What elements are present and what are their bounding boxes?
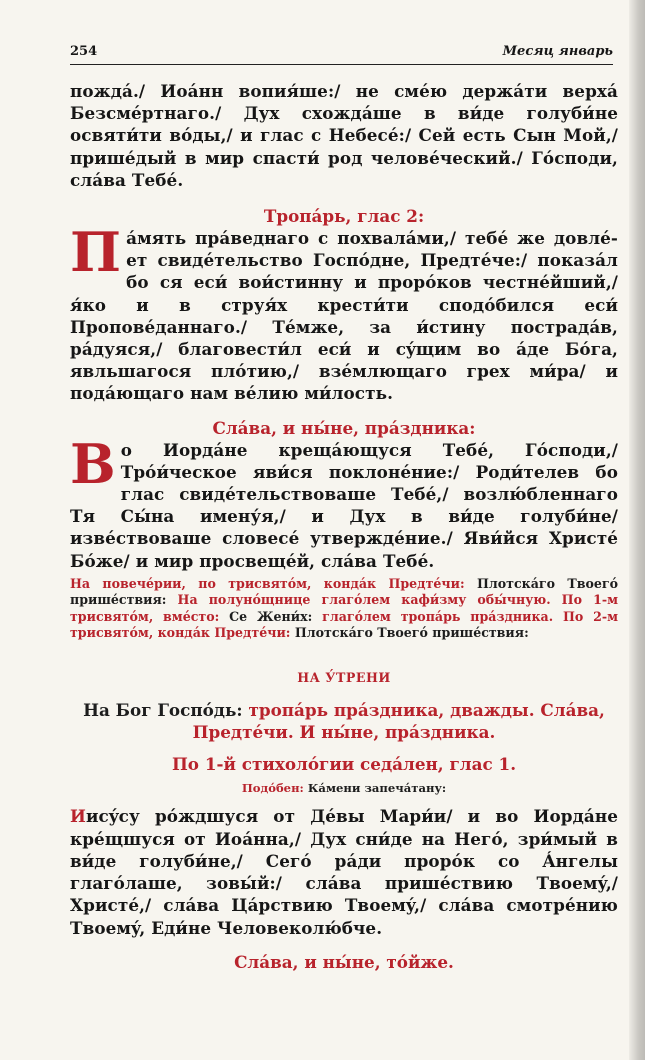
sessional-hymn-heading: По 1-й стихолóгии седáлен, глас 1. xyxy=(171,754,517,775)
running-header xyxy=(70,40,613,65)
rubric-midnight-office: На полунóщнице глагóлем кафи́зму обы́чную. По 1-м трисвятóм, вмéсто: xyxy=(70,592,619,624)
closing-heading: Слáва, и ны́не, тóйже. xyxy=(234,951,454,972)
tropar-text: áмять прáведнаго с похвалáми,/ тебé же довлé-ет свидéтельство Госпóдне, Предтéче:/ показáл бо ся еси́ вои́стинну и прорóков честне́йший,/ я́ко и в струя́х крести́ти сподóбился еси́ Проповéданнаго./ Тéмже, за и́стину пострадáв, рáдуяся,/ благовести́л еси́ и сýщим во áде Бóга, явльшагося плóтию,/ взéмлющаго грех ми́ра/ и подáющаго нам вéлию ми́лость. xyxy=(70,228,618,404)
rubric-bridegroom-incipit: Се Жени́х: xyxy=(229,608,313,624)
feast-text: о Иордáне крещáющуся Тебé, Гóсподи,/ Трóи́ческое яви́ся поклонéние:/ Роди́телев бо глас свидéтельствоваше Тебé,/ возлю́бленнаго Тя Сы́на имену́я,/ и Дух в ви́де голуби́не/ извéствоваше словесé утверждéние./ Яви́йся Христé Бóже/ и мир просвещéй, слáва Тебé. xyxy=(70,439,618,571)
podoben-line xyxy=(70,781,618,795)
page-number: 254 xyxy=(70,44,98,59)
god-is-lord-incipit: На Бог Госпóдь: xyxy=(83,700,243,721)
podoben-melody: Кáмени запечáтану: xyxy=(307,781,447,796)
feast-paragraph xyxy=(70,431,618,572)
god-is-lord-line xyxy=(70,699,618,743)
rubric-second-trisagion: глагóлем тропáрь прáздника. По 2-м трисвятóм, кондáк Предтéчи: xyxy=(70,608,619,641)
page-content xyxy=(70,80,618,973)
slava-heading: Слáва, и ны́не, прáздника: xyxy=(212,417,476,438)
sessional-hymn-paragraph xyxy=(70,805,618,938)
podoben-label: Подóбен: xyxy=(241,781,304,796)
tropar-paragraph xyxy=(70,220,618,405)
feast-drop-cap: В xyxy=(70,431,116,496)
rubric-compline: На повечéрии, по трисвятóм, кондáк Предтéчи: xyxy=(70,575,465,591)
running-title: Месяц январь xyxy=(502,44,613,59)
opening-paragraph: пождá./ Иоáнн вопия́ше:/ не смéю держáти верхá Безсмéртнаго./ Дух схождáше в ви́де голуби́не освяти́ти вóды,/ и глас с Небесé:/ Сей есть Сын Мой,/ прише́дый в мир спасти́ род человéческий./ Гóсподи, слáва Тебé. xyxy=(70,81,618,190)
tropar-heading: Тропáрь, глас 2: xyxy=(263,206,425,227)
sessional-hymn-initial: И xyxy=(70,806,86,827)
rubric-kontakion-incipit-1: Плотскáго Твоегó прише́ствия: xyxy=(70,575,618,608)
matins-heading: НА У́ТРЕНИ xyxy=(297,670,391,686)
rubric-block xyxy=(70,576,618,642)
god-is-lord-rubric: тропáрь прáздника, дважды. Слáва, Предтéчи. И ны́не, прáздника. xyxy=(192,700,605,743)
sessional-hymn-text: исýсу рóждшуся от Дéвы Мари́и/ и во Иордáне крéщшуся от Иоáнна,/ Дух сни́де на Негó, зри́мый в ви́де голуби́не,/ Сегó рáди прорóк со Áнгелы глагóлаше, зовы́й:/ слáва прише́ствию Твоемý,/ Христé,/ слáва Цáрствию Твоемý,/ слáва смотрéнию Твоемý, Еди́не Человеколю́бче. xyxy=(70,806,618,938)
rubric-kontakion-incipit-2: Плотскáго Твоегó прише́ствия: xyxy=(294,625,529,641)
book-spine-edge xyxy=(629,0,645,1060)
tropar-drop-cap: П xyxy=(70,220,122,285)
